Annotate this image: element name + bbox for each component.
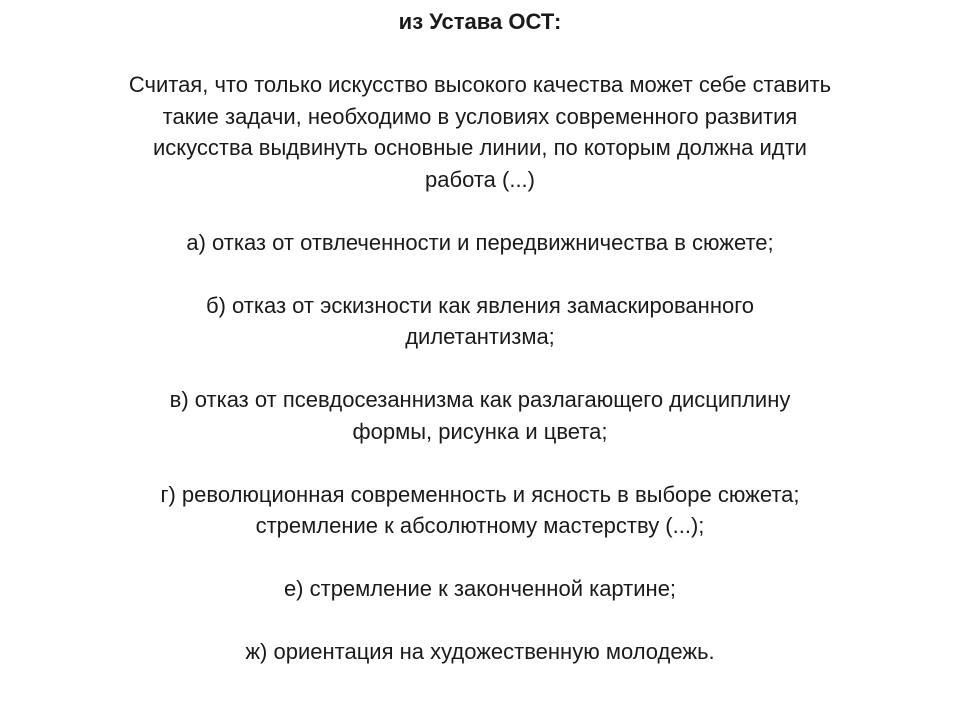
intro-line: работа (...) [425, 166, 535, 192]
item-e-line: е) стремление к законченной картине; [283, 576, 677, 601]
item-zh-line: ж) ориентация на художественную молодежь. [245, 639, 715, 664]
slide-title: из Устава ОСТ: [398, 9, 562, 34]
item-zh [40, 636, 920, 668]
item-b-line: дилетантизма; [405, 324, 555, 349]
slide-content [40, 6, 920, 668]
item-a-line: а) отказ от отвлеченности и передвижничества в сюжете; [186, 229, 774, 255]
item-e [40, 573, 920, 605]
item-g-line: стремление к абсолютному мастерству (...); [255, 513, 705, 538]
intro-paragraph [40, 69, 920, 195]
item-a [40, 227, 920, 259]
intro-line: искусства выдвинуть основные линии, по которым должна идти [153, 135, 807, 160]
item-g-line: г) революционная современность и ясность в выборе сюжета; [160, 481, 800, 507]
intro-line: такие задачи, необходимо в условиях современного развития [162, 103, 798, 129]
item-v-line: в) отказ от псевдосезаннизма как разлагающего дисциплину [169, 387, 791, 412]
item-v-line: формы, рисунка и цвета; [352, 418, 608, 444]
item-g [40, 479, 920, 542]
item-v [40, 384, 920, 447]
intro-line: Считая, что только искусство высокого качества может себе ставить [128, 72, 832, 97]
item-b [40, 290, 920, 353]
item-b-line: б) отказ от эскизности как явления замаскированного [206, 292, 754, 318]
